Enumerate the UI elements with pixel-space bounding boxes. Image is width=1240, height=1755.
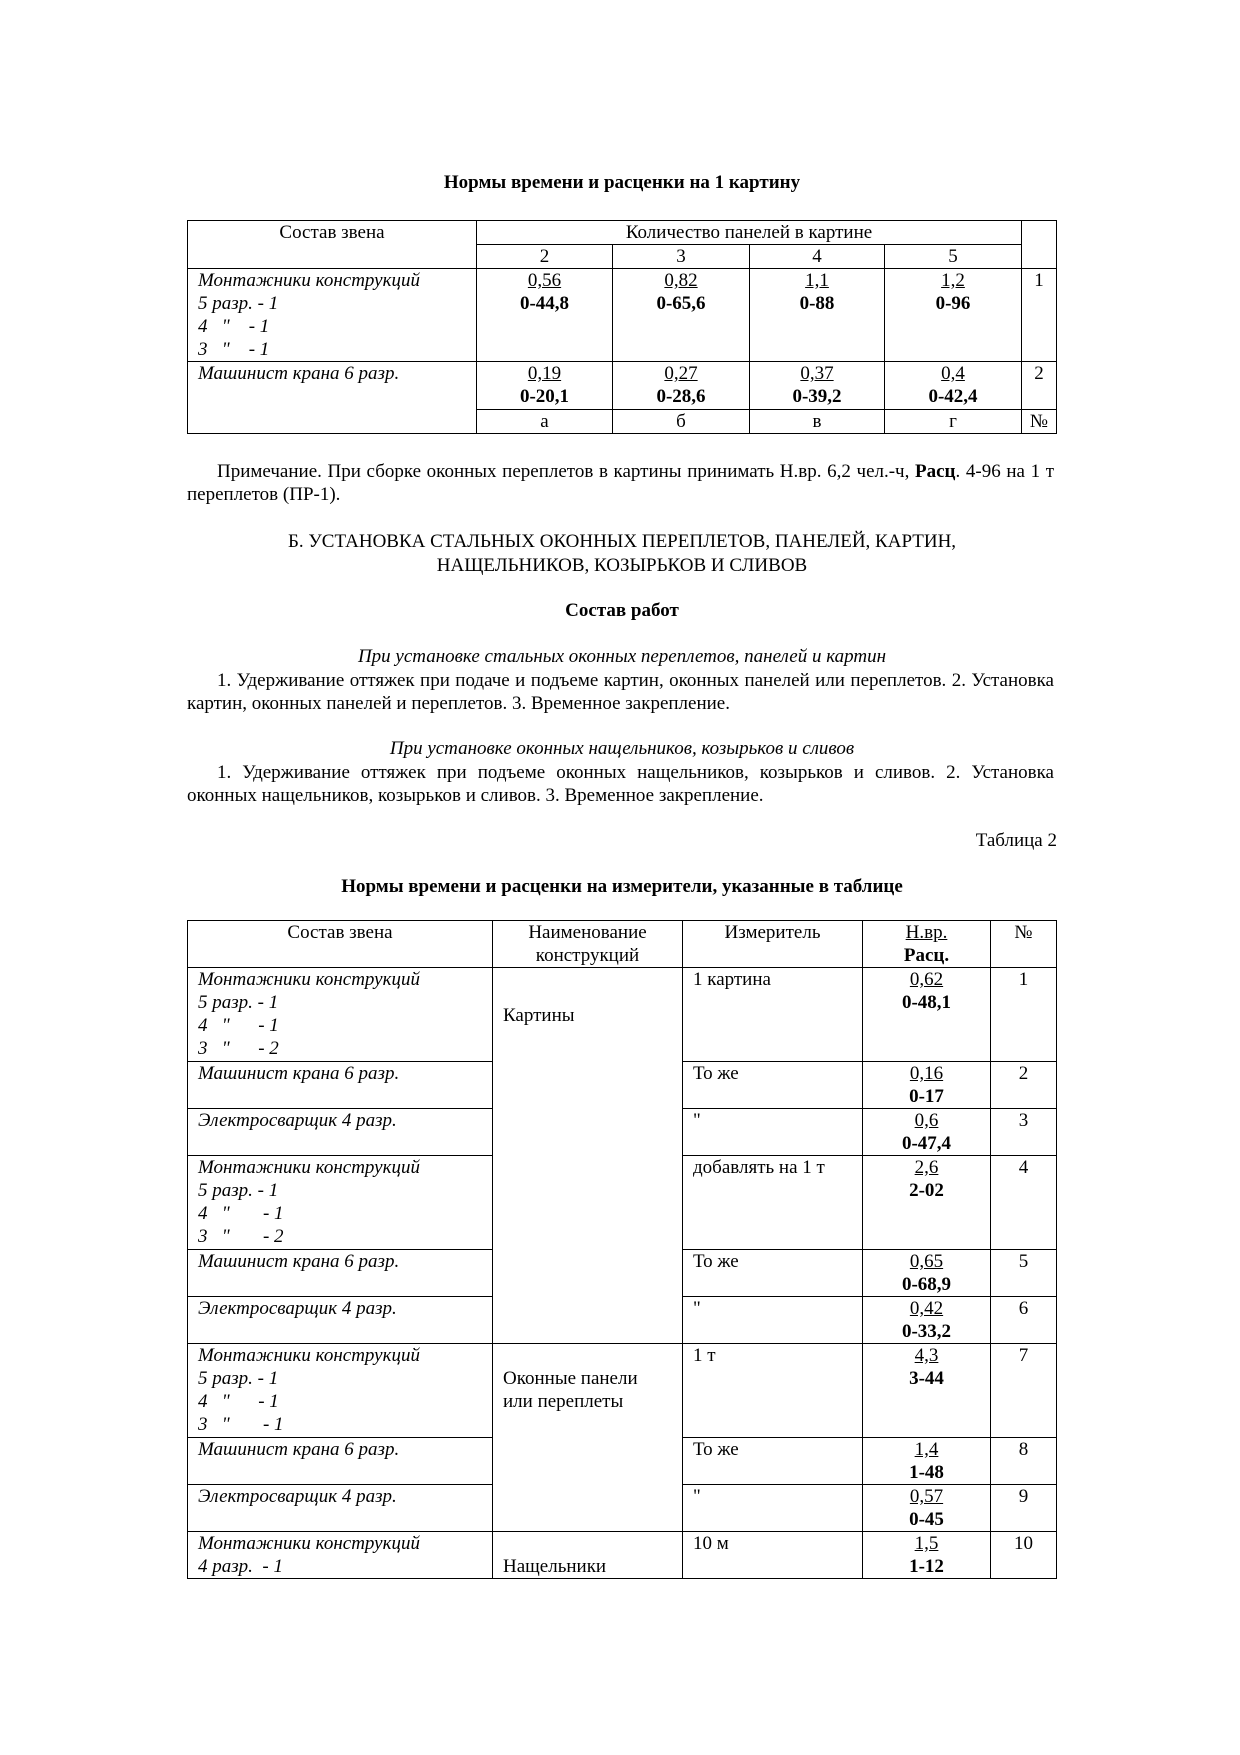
num-sign: № — [1022, 410, 1057, 434]
meter-cell: То же — [683, 1438, 863, 1485]
row-number: 2 — [991, 1062, 1057, 1109]
meter-cell: " — [683, 1297, 863, 1344]
col-2: 2 — [477, 245, 613, 269]
col-letter-g: г — [885, 410, 1022, 434]
header-norm: Н.вр. Расц. — [863, 921, 991, 968]
table-row — [188, 1344, 1057, 1438]
row-number: 10 — [991, 1532, 1057, 1579]
col-4: 4 — [750, 245, 885, 269]
crew-cell: Электросварщик 4 разр. — [188, 1485, 493, 1532]
construction-group-panels: Оконные панели или переплеты — [493, 1344, 683, 1532]
table-row — [188, 362, 1057, 410]
header-crew: Состав звена — [188, 221, 477, 269]
table2-label: Таблица 2 — [975, 830, 1057, 851]
crew-cell: Машинист крана 6 разр. — [188, 362, 477, 434]
table-row — [188, 1532, 1057, 1579]
paragraph-1: 1. Удерживание оттяжек при подаче и подъеме картин, оконных панелей или переплетов. 2. Установка картин, оконных панелей и переплетов. 3. Временное закрепление. — [187, 670, 1054, 714]
crew-cell: Монтажники конструкций 5 разр. - 1 4 " - 1 3 " - 2 — [188, 968, 493, 1062]
subheading-1: При установке стальных оконных переплетов, панелей и картин — [357, 646, 887, 667]
meter-cell: 10 м — [683, 1532, 863, 1579]
header-empty — [1022, 221, 1057, 269]
col-letter-a: а — [477, 410, 613, 434]
row-number: 3 — [991, 1109, 1057, 1156]
row-number: 9 — [991, 1485, 1057, 1532]
meter-cell: То же — [683, 1250, 863, 1297]
crew-cell: Электросварщик 4 разр. — [188, 1109, 493, 1156]
col-5: 5 — [885, 245, 1022, 269]
row-number: 1 — [991, 968, 1057, 1062]
crew-cell: Монтажники конструкций 4 разр. - 1 — [188, 1532, 493, 1579]
meter-cell: " — [683, 1485, 863, 1532]
header-number: № — [991, 921, 1057, 968]
crew-cell: Машинист крана 6 разр. — [188, 1438, 493, 1485]
note-paragraph: Примечание. При сборке оконных переплетов в картины принимать Н.вр. 6,2 чел.-ч, Расц. 4-96 на 1 т переплетов (ПР-1). — [187, 461, 1054, 505]
norm-cell: 4,3 3-44 — [863, 1344, 991, 1438]
table-norms-per-meter — [187, 920, 1057, 1579]
norm-cell: 1,2 0-96 — [885, 269, 1022, 362]
meter-cell: То же — [683, 1062, 863, 1109]
crew-cell: Машинист крана 6 разр. — [188, 1250, 493, 1297]
norm-cell: 0,37 0-39,2 — [750, 362, 885, 410]
work-composition-heading: Состав работ — [565, 600, 679, 621]
header-construction: Наименование конструкций — [493, 921, 683, 968]
col-letter-b: б — [613, 410, 750, 434]
meter-cell: 1 картина — [683, 968, 863, 1062]
row-number: 5 — [991, 1250, 1057, 1297]
meter-cell: 1 т — [683, 1344, 863, 1438]
row-number: 6 — [991, 1297, 1057, 1344]
norm-cell: 1,1 0-88 — [750, 269, 885, 362]
paragraph-2: 1. Удерживание оттяжек при подъеме оконных нащельников, козырьков и сливов. 2. Установка оконных нащельников, козырьков и сливов. 3. Временное закрепление. — [187, 762, 1054, 806]
crew-cell: Монтажники конструкций 5 разр. - 1 4 " - 1 3 " - 1 — [188, 1344, 493, 1438]
table-row — [188, 269, 1057, 362]
norm-cell: 0,62 0-48,1 — [863, 968, 991, 1062]
norm-cell: 0,42 0-33,2 — [863, 1297, 991, 1344]
norm-cell: 0,19 0-20,1 — [477, 362, 613, 410]
header-panel-count: Количество панелей в картине — [477, 221, 1022, 245]
construction-group-casings: Нащельники — [493, 1532, 683, 1579]
crew-cell: Машинист крана 6 разр. — [188, 1062, 493, 1109]
norm-cell: 0,56 0-44,8 — [477, 269, 613, 362]
row-number: 8 — [991, 1438, 1057, 1485]
norm-cell: 0,65 0-68,9 — [863, 1250, 991, 1297]
norm-cell: 2,6 2-02 — [863, 1156, 991, 1250]
row-number: 1 — [1022, 269, 1057, 362]
row-number: 2 — [1022, 362, 1057, 410]
table1-title: Нормы времени и расценки на 1 картину — [443, 172, 801, 193]
crew-cell: Электросварщик 4 разр. — [188, 1297, 493, 1344]
norm-cell: 0,6 0-47,4 — [863, 1109, 991, 1156]
norm-cell: 0,16 0-17 — [863, 1062, 991, 1109]
table2-title: Нормы времени и расценки на измерители, указанные в таблице — [341, 876, 903, 897]
header-crew: Состав звена — [188, 921, 493, 968]
row-number: 7 — [991, 1344, 1057, 1438]
norm-cell: 0,27 0-28,6 — [613, 362, 750, 410]
header-meter: Измеритель — [683, 921, 863, 968]
subheading-2: При установке оконных нащельников, козырьков и сливов — [389, 738, 855, 759]
row-number: 4 — [991, 1156, 1057, 1250]
norm-cell: 0,4 0-42,4 — [885, 362, 1022, 410]
table-norms-per-picture — [187, 220, 1057, 434]
col-3: 3 — [613, 245, 750, 269]
col-letter-v: в — [750, 410, 885, 434]
norm-cell: 1,5 1-12 — [863, 1532, 991, 1579]
crew-cell: Монтажники конструкций 5 разр. - 1 4 " - 1 3 " - 1 — [188, 269, 477, 362]
table-row — [188, 968, 1057, 1062]
meter-cell: добавлять на 1 т — [683, 1156, 863, 1250]
construction-group-pictures: Картины — [493, 968, 683, 1344]
norm-cell: 0,82 0-65,6 — [613, 269, 750, 362]
norm-cell: 0,57 0-45 — [863, 1485, 991, 1532]
section-b-heading: Б. УСТАНОВКА СТАЛЬНЫХ ОКОННЫХ ПЕРЕПЛЕТОВ, ПАНЕЛЕЙ, КАРТИН, НАЩЕЛЬНИКОВ, КОЗЫРЬКОВ И СЛИВОВ — [287, 531, 957, 576]
meter-cell: " — [683, 1109, 863, 1156]
crew-cell: Монтажники конструкций 5 разр. - 1 4 " - 1 3 " - 2 — [188, 1156, 493, 1250]
norm-cell: 1,4 1-48 — [863, 1438, 991, 1485]
